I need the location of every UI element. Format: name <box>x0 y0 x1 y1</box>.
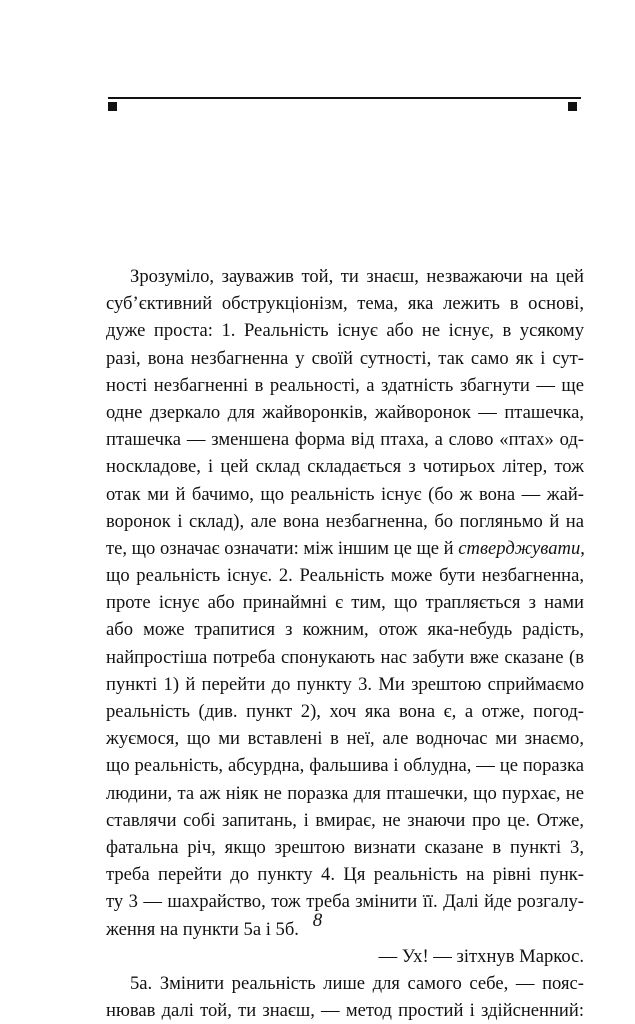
text-line: що реальність, абсурдна, фальшива і облудна, — це поразка <box>106 755 584 777</box>
header-rule <box>108 97 581 99</box>
text-line: або може трапитися з кожним, отож яка-небудь радість, <box>106 619 584 641</box>
text-line: ставлячи собі запитань, і вмирає, не знаючи про це. Отже, <box>106 809 584 831</box>
italic-word: стверджувати <box>458 537 581 559</box>
text-line: ності незбагненні в реальності, а здатність збагнути — ще <box>106 374 584 396</box>
text-line: жуємося, що ми вставлені в неї, але водночас ми знаємо, <box>106 728 584 750</box>
text-line: воронок і склад), але вона незбагненна, бо погляньмо й на <box>106 510 584 532</box>
text-line: ту 3 — шахрайство, тож треба змінити її. Далі йде розгалу- <box>106 891 584 913</box>
dialogue-line: — Ух! — зітхнув Маркос. <box>378 945 584 967</box>
text-segment: , <box>580 537 585 559</box>
text-line: суб’єктивний обструкціонізм, тема, яка лежить в основі, <box>106 293 584 315</box>
text-line: треба перейти до пункту 4. Ця реальність на рівні пунк- <box>106 864 584 886</box>
text-line: проте існує або принаймні є тим, що трапляється з нами <box>106 592 584 614</box>
text-line: дуже проста: 1. Реальність існує або не існує, в усякому <box>106 320 584 342</box>
text-line: реальність (див. пункт 2), хоч яка вона є, а отже, погод- <box>106 701 584 722</box>
text-line: пункті 1) й перейти до пункту 3. Ми зрештою сприймаємо <box>106 673 584 695</box>
text-line: отак ми й бачимо, що реальність існує (бо ж вона — жай- <box>106 483 584 505</box>
text-line: фатальна річ, якщо зрештою визнати сказане в пункті 3, <box>106 836 584 858</box>
text-line: найпростіша потреба спонукають нас забути вже сказане (в <box>106 646 584 668</box>
text-line: одне дзеркало для жайворонків, жайворонок — пташечка, <box>106 401 584 423</box>
text-line: ження на пункти 5а і 5б. <box>106 918 299 940</box>
paragraph-2 <box>106 970 584 1024</box>
header-square-left <box>108 102 117 111</box>
text-line: нював далі той, ти знаєш, — метод простий і здійсненний: <box>106 1000 584 1022</box>
text-line: людини, та аж ніяк не поразка для пташечки, що пурхає, не <box>106 782 584 804</box>
text-line: разі, вона незбагненна у своїй сутності, так само як і сут- <box>106 347 584 369</box>
page-number: 8 <box>312 910 323 931</box>
paragraph-1 <box>106 263 584 943</box>
text-line: носкладове, і цей склад складається з чотирьох літер, тож <box>106 456 584 478</box>
text-line: 5а. Змінити реальність лише для самого себе, — пояс- <box>130 972 584 994</box>
text-line-with-italic <box>106 535 584 562</box>
text-line: Зрозуміло, зауважив той, ти знаєш, незважаючи на цей <box>130 266 584 287</box>
header-square-right <box>568 102 577 111</box>
text-segment: те, що означає означати: між іншим це ще й <box>106 537 459 559</box>
text-line: пташечка — зменшена форма від птаха, а слово «птах» од- <box>106 429 584 451</box>
text-line: що реальність існує. 2. Реальність може бути незбагненна, <box>106 565 584 587</box>
